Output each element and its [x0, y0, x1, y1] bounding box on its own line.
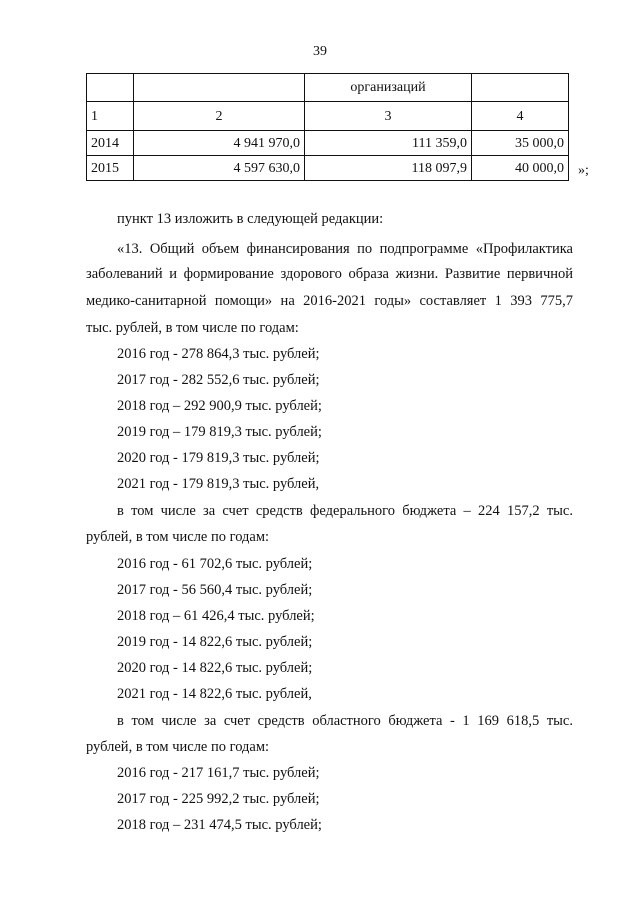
- year-amount-line: 2021 год - 14 822,6 тыс. рублей,: [117, 686, 312, 702]
- year-amount-line: 2019 год - 14 822,6 тыс. рублей;: [117, 634, 313, 650]
- value-cell: 4 941 970,0: [134, 131, 305, 156]
- value-cell: 111 359,0: [305, 131, 472, 156]
- year-amount-line: 2018 год – 292 900,9 тыс. рублей;: [117, 398, 322, 414]
- table-closing-quote: »;: [578, 163, 589, 178]
- year-amount-line: 2017 год - 225 992,2 тыс. рублей;: [117, 791, 320, 807]
- paragraph-line: «13. Общий объем финансирования по подпрограмме «Профилактика: [117, 241, 573, 257]
- year-amount-line: 2020 год - 14 822,6 тыс. рублей;: [117, 660, 313, 676]
- amendment-intro: пункт 13 изложить в следующей редакции:: [117, 211, 384, 227]
- year-amount-line: 2019 год – 179 819,3 тыс. рублей;: [117, 424, 322, 440]
- year-amount-line: 2016 год - 217 161,7 тыс. рублей;: [117, 765, 320, 781]
- year-amount-line: 2020 год - 179 819,3 тыс. рублей;: [117, 450, 320, 466]
- year-amount-line: 2018 год – 231 474,5 тыс. рублей;: [117, 817, 322, 833]
- year-amount-line: 2017 год - 282 552,6 тыс. рублей;: [117, 372, 320, 388]
- paragraph-line: рублей, в том числе по годам:: [86, 739, 270, 755]
- paragraph-line: медико-санитарной помощи» на 2016-2021 годы» составляет 1 393 775,7: [86, 293, 573, 309]
- year-cell: 2014: [87, 131, 134, 156]
- paragraph-line: тыс. рублей, в том числе по годам:: [86, 320, 299, 336]
- year-amount-line: 2021 год - 179 819,3 тыс. рублей,: [117, 476, 320, 492]
- year-amount-line: 2016 год - 61 702,6 тыс. рублей;: [117, 556, 313, 572]
- value-cell: 35 000,0: [472, 131, 569, 156]
- year-amount-line: 2016 год - 278 864,3 тыс. рублей;: [117, 346, 320, 362]
- funding-table: [86, 73, 569, 181]
- column-number: 2: [134, 102, 305, 131]
- table-row: [87, 156, 569, 181]
- column-number: 3: [305, 102, 472, 131]
- page-number: 39: [313, 44, 327, 59]
- paragraph-line: заболеваний и формирование здорового образа жизни. Развитие первичной: [86, 266, 573, 282]
- value-cell: 40 000,0: [472, 156, 569, 181]
- year-cell: 2015: [87, 156, 134, 181]
- table-header-row: [87, 74, 569, 102]
- paragraph-line: в том числе за счет средств федерального бюджета – 224 157,2 тыс.: [117, 503, 573, 519]
- column-number: 4: [472, 102, 569, 131]
- table-column-numbers-row: [87, 102, 569, 131]
- year-amount-line: 2017 год - 56 560,4 тыс. рублей;: [117, 582, 313, 598]
- table-cell: [472, 74, 569, 102]
- table-row: [87, 131, 569, 156]
- table-header-fragment: организаций: [305, 74, 472, 102]
- year-amount-line: 2018 год – 61 426,4 тыс. рублей;: [117, 608, 315, 624]
- column-number: 1: [87, 102, 134, 131]
- paragraph-line: в том числе за счет средств областного бюджета - 1 169 618,5 тыс.: [117, 713, 573, 729]
- value-cell: 4 597 630,0: [134, 156, 305, 181]
- value-cell: 118 097,9: [305, 156, 472, 181]
- table-cell: [87, 74, 134, 102]
- paragraph-line: рублей, в том числе по годам:: [86, 529, 270, 545]
- table-cell: [134, 74, 305, 102]
